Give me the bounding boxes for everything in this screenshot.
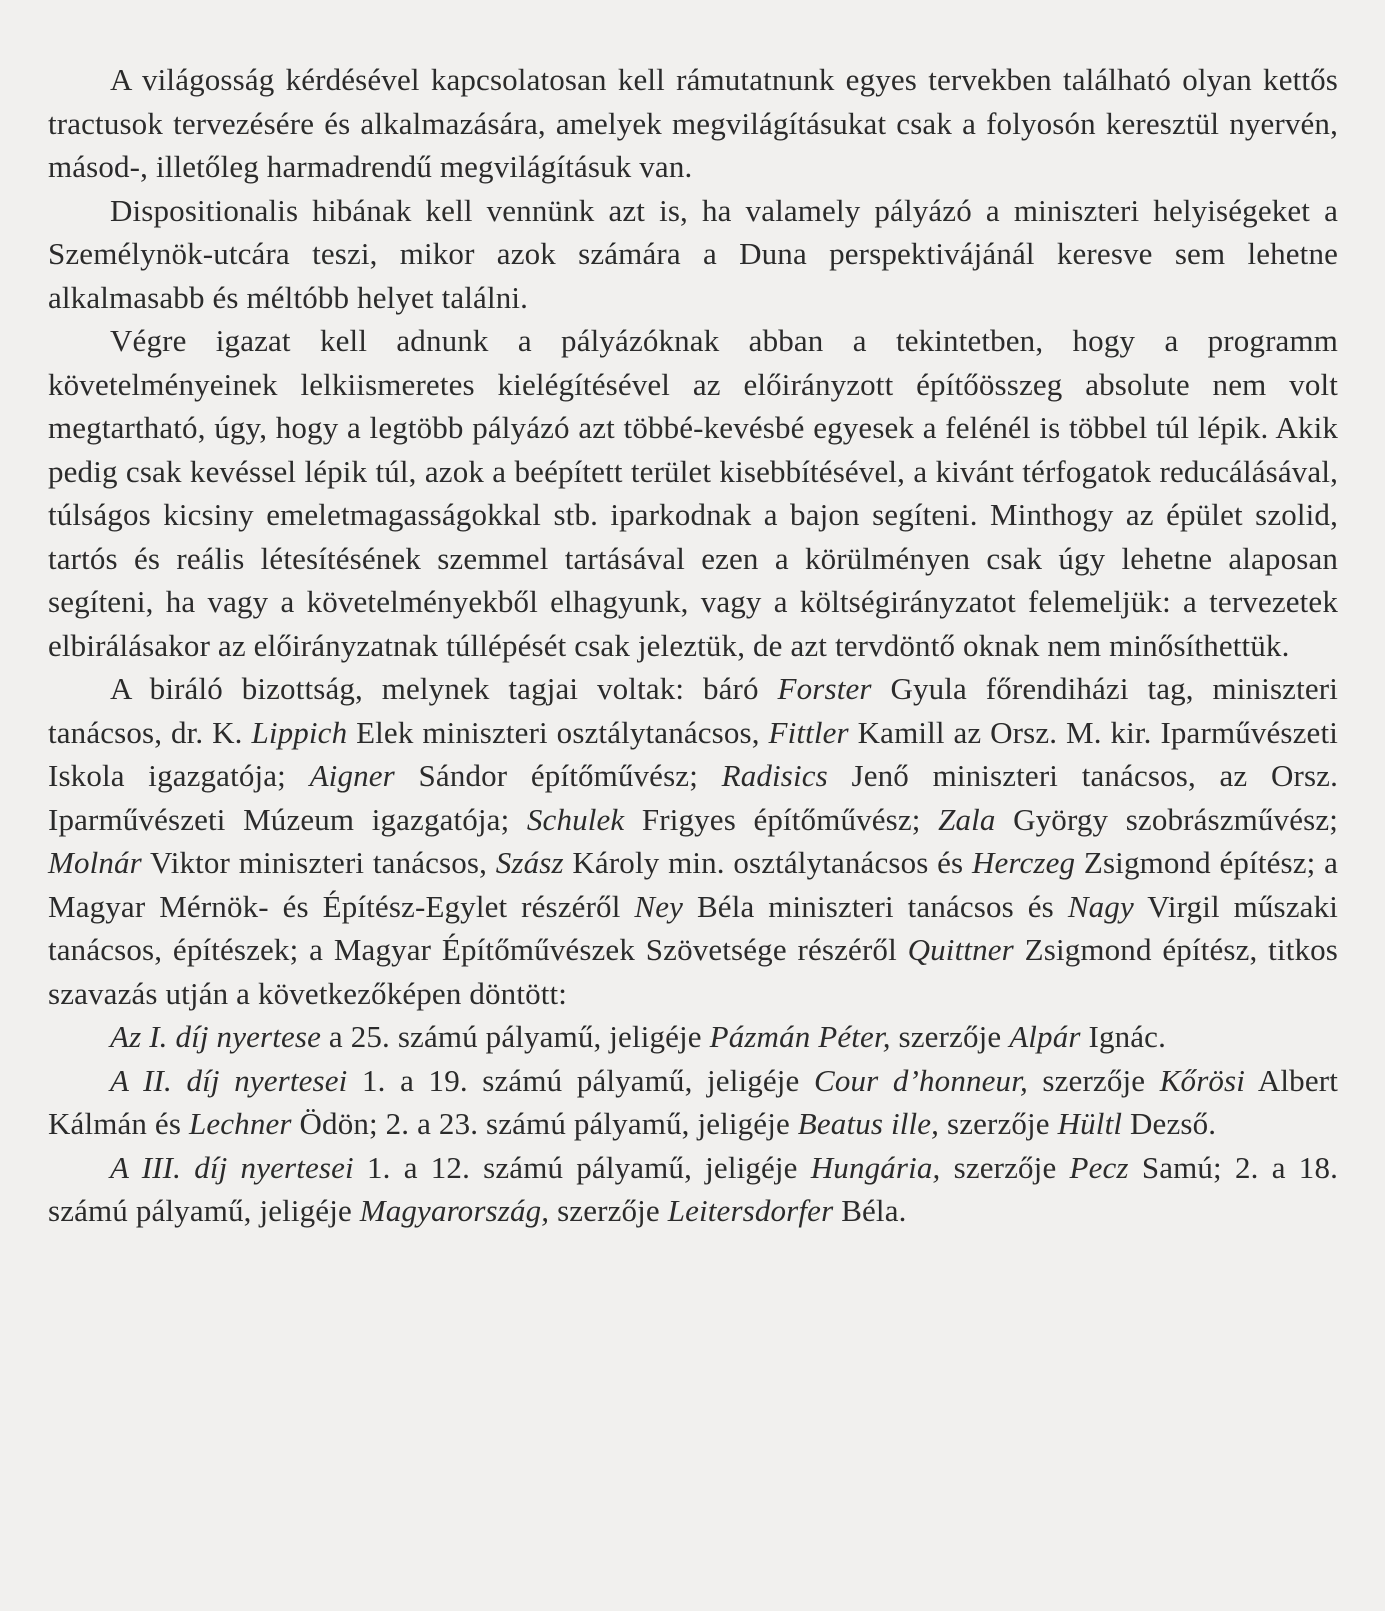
jury-member-name: Schulek — [526, 801, 625, 837]
text-segment: Ödön; 2. a 23. számú pályamű, jeligéje — [291, 1106, 798, 1141]
author-name: Lechner — [188, 1106, 292, 1141]
text-segment: szerzője — [890, 1019, 1010, 1054]
text-segment: Viktor miniszteri tanácsos, — [141, 845, 496, 880]
text-segment: szerzője — [940, 1149, 1070, 1185]
text-segment: Dezső. — [1122, 1106, 1217, 1141]
jury-member-name: Molnár — [48, 845, 142, 880]
author-name: Kőrösi — [1159, 1062, 1246, 1098]
text-segment: A biráló bizottság, melynek tagjai voltak: báró — [110, 671, 778, 706]
text-segment: Károly min. osztálytanácsos és — [563, 845, 972, 880]
text-segment: 1. a 19. számú pályamű, jeligéje — [347, 1062, 815, 1098]
motto: Hungária, — [810, 1149, 941, 1185]
text-segment: Béla miniszteri tanácsos és — [683, 888, 1068, 924]
jury-member-name: Radisics — [721, 758, 828, 793]
motto: Cour d’honneur, — [814, 1062, 1028, 1098]
text-segment: Albert Kálmán és — [48, 1062, 1338, 1141]
paragraph-first-prize — [48, 1015, 1338, 1059]
jury-member-name: Forster — [777, 671, 872, 706]
prize-label: A III. díj nyertesei — [110, 1149, 354, 1185]
paragraph-third-prize — [48, 1146, 1338, 1233]
text-segment: szerzője — [939, 1106, 1058, 1141]
author-name: Pecz — [1069, 1149, 1129, 1185]
text-segment: Béla. — [833, 1193, 907, 1228]
jury-member-name: Lippich — [251, 714, 348, 750]
prize-label: A II. díj nyertesei — [110, 1062, 348, 1098]
text-segment: Dispositionalis hibának kell vennünk azt is, ha valamely pályázó a miniszteri helyiségeket a Személynök-utcára teszi, mikor azok számára a Duna perspektivájánál keresve sem lehetne alkalmasabb és méltóbb helyet találni. — [48, 192, 1338, 315]
text-segment: Sándor építőművész; — [394, 758, 722, 793]
text-segment: Elek miniszteri osztálytanácsos, — [347, 714, 769, 750]
text-segment: Frigyes építőművész; — [624, 801, 939, 837]
jury-member-name: Zala — [938, 801, 996, 837]
jury-member-name: Szász — [495, 845, 564, 880]
jury-member-name: Aigner — [309, 758, 395, 793]
jury-member-name: Ney — [634, 888, 684, 924]
jury-member-name: Herczeg — [971, 845, 1076, 880]
paragraph-disposition — [48, 189, 1338, 320]
motto: Magyarország, — [359, 1193, 550, 1228]
text-segment: Zsigmond építész, titkos szavazás utján a következőképen döntött: — [48, 932, 1338, 1011]
text-segment: Zsigmond építész; a Magyar Mérnök- és Építész-Egylet részéről — [48, 845, 1338, 924]
document-page — [48, 58, 1338, 1233]
author-name: Hültl — [1057, 1106, 1123, 1141]
text-segment: Jenő miniszteri tanácsos, az Orsz. Iparművészeti Múzeum igazgatója; — [48, 758, 1338, 837]
text-segment: Végre igazat kell adnunk a pályázóknak abban a tekintetben, hogy a programm követelményeinek lelkiismeretes kielégítésével az előirányzott építőösszeg absolute nem volt megtartható, úgy, hogy a legtöbb pályázó azt többé-kevésbé egyesek a felénél is többel túl lépik. Akik pedig csak kevéssel lépik túl, azok a beépített terület kisebbítésével, a kivánt térfogatok reducálásával, túlságos kicsiny emeletmagasságokkal stb. iparkodnak a bajon segíteni. Minthogy az épület szolid, tartós és reális létesítésének szemmel tartásával ezen a körülményen csak úgy lehetne alaposan segíteni, ha vagy a követelményekből elhagyunk, vagy a költségirányzatot felemeljük: a tervezetek elbirálásakor az előirányzatnak túllépését csak jeleztük, de azt tervdöntő oknak nem minősíthettük. — [48, 323, 1338, 663]
text-segment: 1. a 12. számú pályamű, jeligéje — [353, 1149, 811, 1185]
text-segment: szerzője — [1027, 1062, 1160, 1098]
text-segment: Gyula főrendiházi tag, miniszteri tanácsos, dr. K. — [48, 671, 1338, 750]
text-segment: Virgil műszaki tanácsos, építészek; a Magyar Építőművészek Szövetsége részéről — [48, 888, 1338, 967]
text-segment: Kamill az Orsz. M. kir. Iparművészeti Iskola igazgatója; — [48, 714, 1338, 793]
motto: Pázmán Péter, — [709, 1019, 891, 1054]
text-segment: Ignác. — [1080, 1019, 1166, 1054]
paragraph-lighting — [48, 58, 1338, 189]
author-name: Leitersdorfer — [667, 1193, 834, 1228]
paragraph-budget — [48, 319, 1338, 667]
text-segment: György szobrászművész; — [995, 801, 1338, 837]
jury-member-name: Fittler — [768, 714, 849, 750]
text-segment: a 25. számú pályamű, jeligéje — [321, 1019, 710, 1054]
jury-member-name: Nagy — [1067, 888, 1134, 924]
motto: Beatus ille, — [797, 1106, 940, 1141]
author-name: Alpár — [1009, 1019, 1081, 1054]
paragraph-second-prize — [48, 1059, 1338, 1146]
prize-label: Az I. díj nyertese — [110, 1019, 322, 1054]
text-segment: A világosság kérdésével kapcsolatosan kell rámutatnunk egyes tervekben található olyan kettős tractusok tervezésére és alkalmazására, amelyek megvilágításukat csak a folyosón keresztül nyervén, másod-, illetőleg harmadrendű megvilágításuk van. — [48, 62, 1338, 184]
text-segment: szerzője — [549, 1193, 668, 1228]
paragraph-jury — [48, 667, 1338, 1015]
text-segment: Samú; 2. a 18. számú pályamű, jeligéje — [48, 1149, 1338, 1228]
jury-member-name: Quittner — [907, 932, 1014, 967]
